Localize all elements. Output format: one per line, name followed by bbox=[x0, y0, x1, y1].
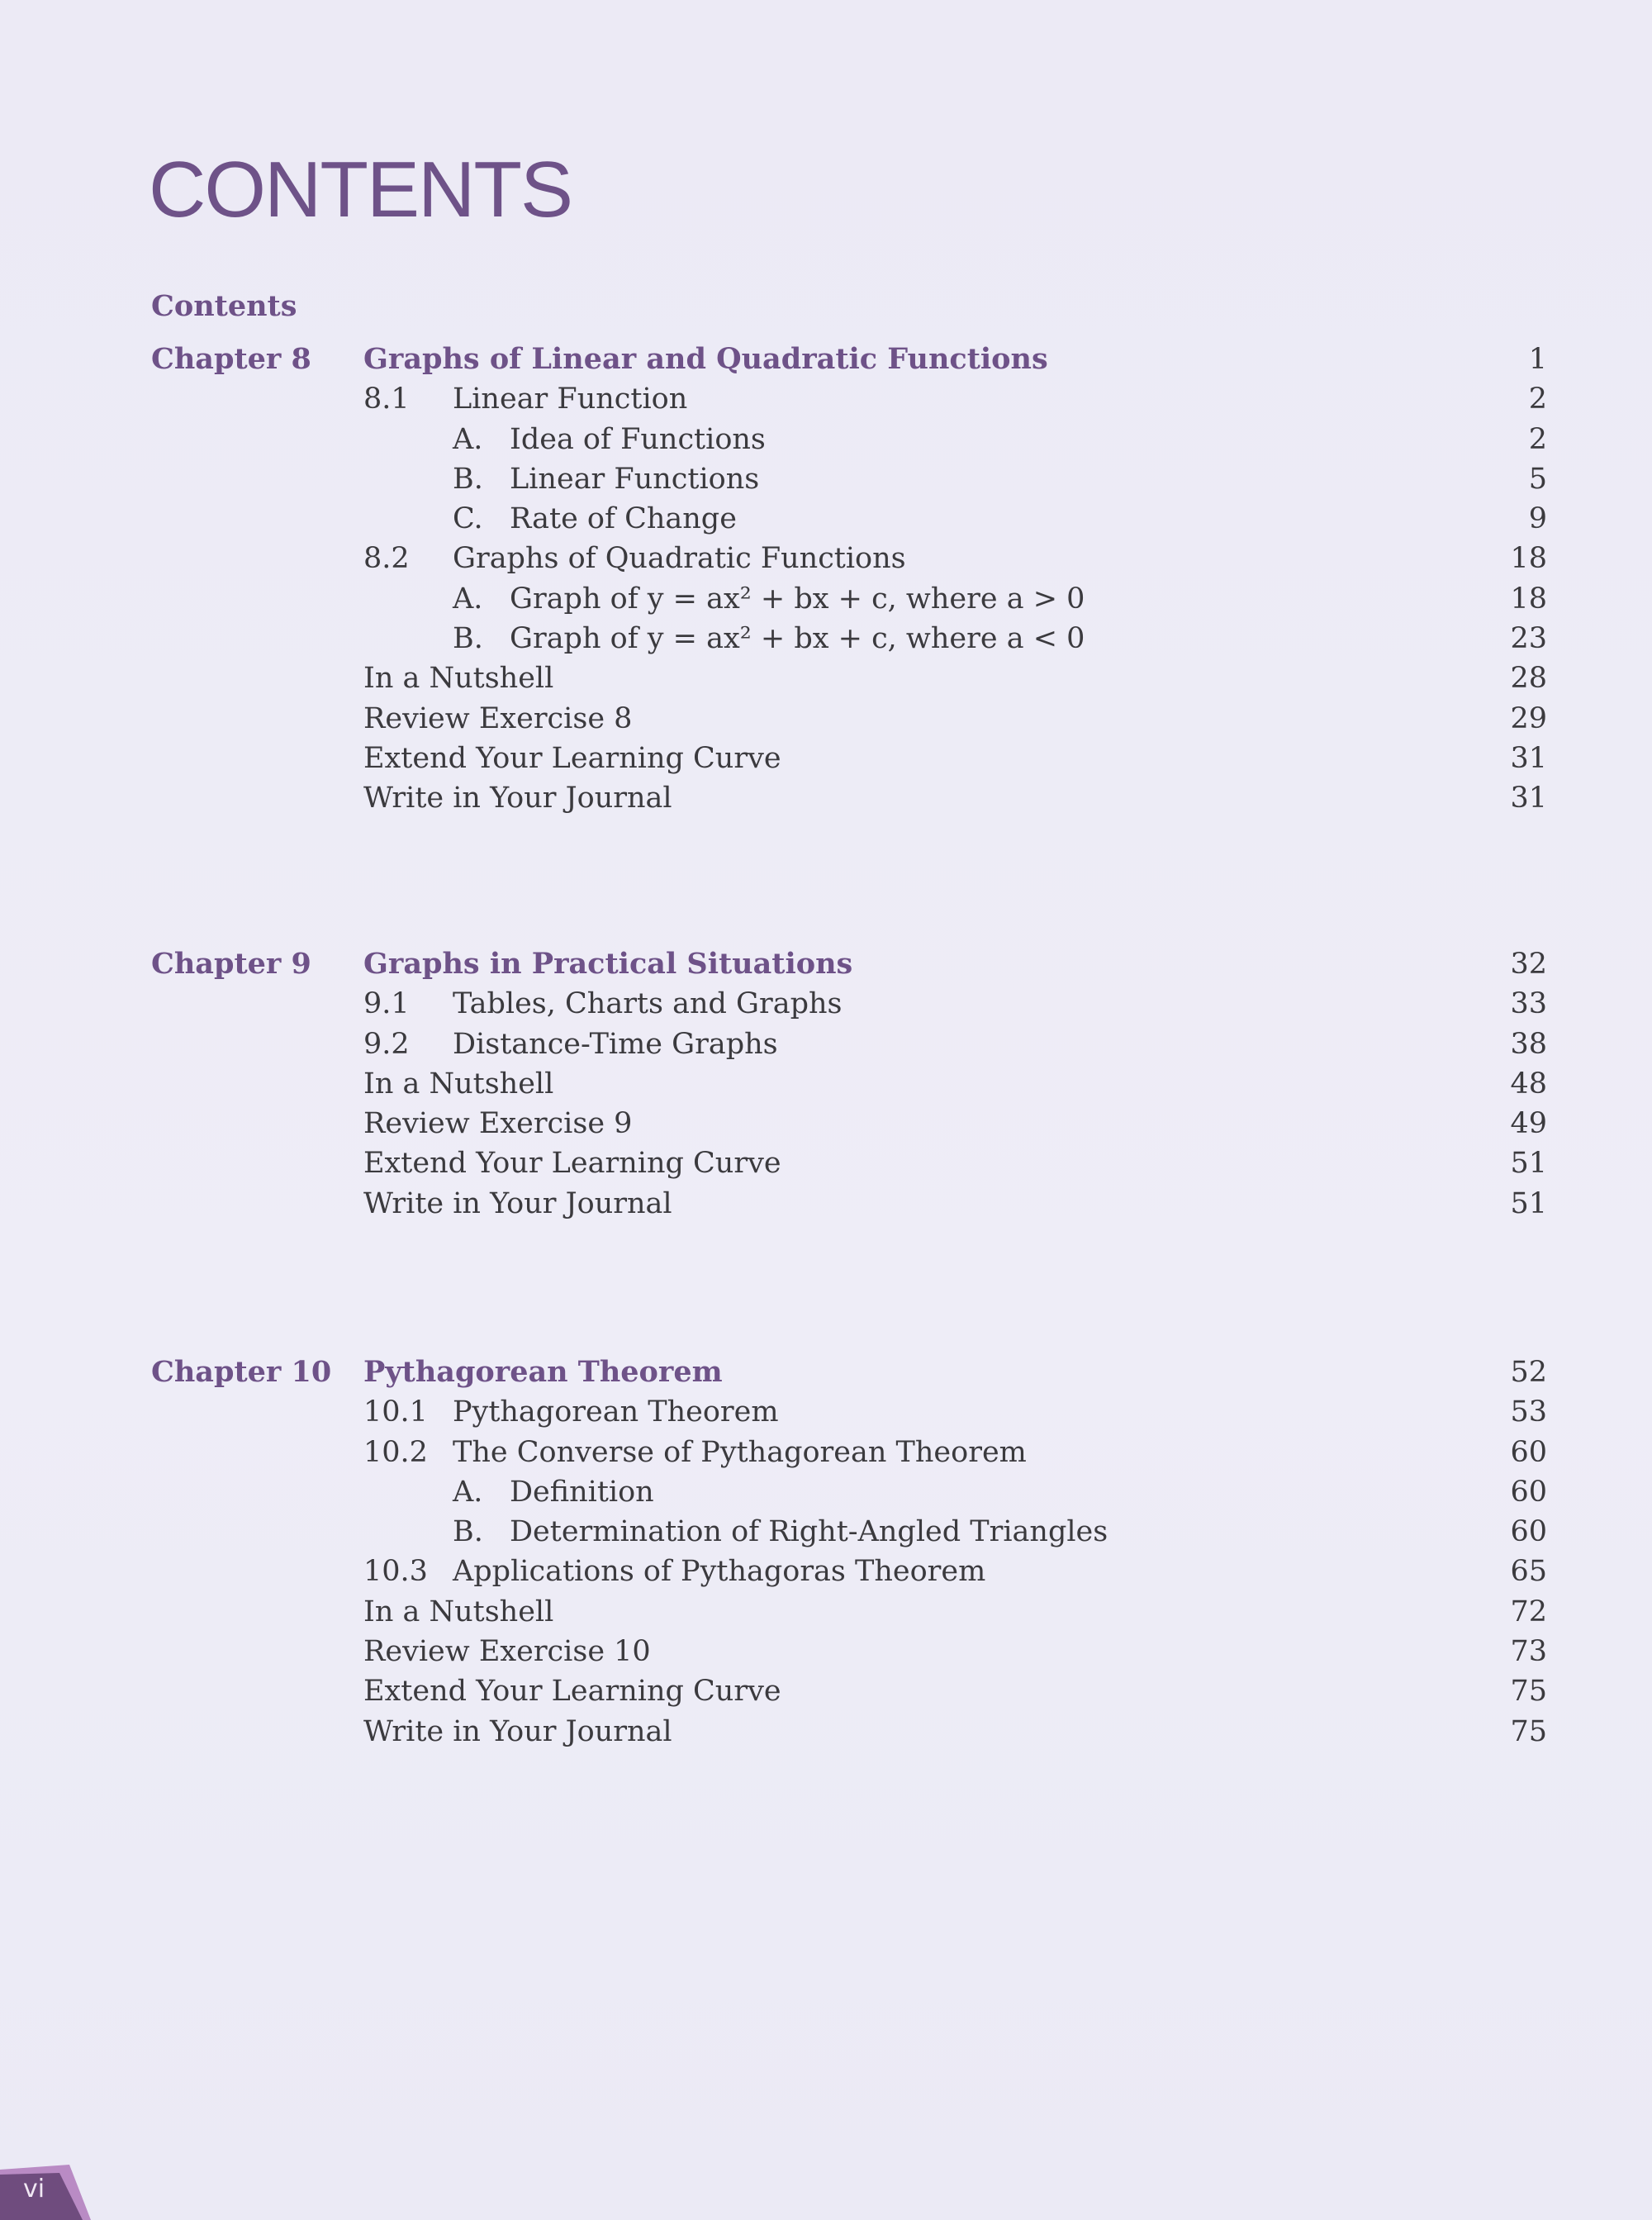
page-number-ref: 31 bbox=[1510, 741, 1547, 775]
page-number-ref: 32 bbox=[1510, 948, 1547, 981]
chapter-title: Graphs in Practical Situations bbox=[363, 947, 853, 981]
entry-title: Write in Your Journal bbox=[363, 782, 672, 815]
toc-entry-row[interactable] bbox=[0, 619, 1652, 658]
subsection-title: Rate of Change bbox=[510, 502, 737, 536]
page-number-ref: 31 bbox=[1510, 782, 1547, 815]
entry-title: Review Exercise 10 bbox=[363, 1635, 651, 1669]
chapter-title: Graphs of Linear and Quadratic Functions bbox=[363, 342, 1048, 376]
toc-chapter-row[interactable] bbox=[0, 340, 1652, 379]
chapter-label: Chapter 8 bbox=[151, 342, 311, 376]
section-title: Tables, Charts and Graphs bbox=[453, 987, 843, 1021]
entry-title: In a Nutshell bbox=[363, 662, 554, 696]
toc-entry-row[interactable] bbox=[0, 1472, 1652, 1512]
entry-title: Extend Your Learning Curve bbox=[363, 741, 781, 775]
section-number: 10.2 bbox=[363, 1435, 428, 1469]
section-number: 10.1 bbox=[363, 1395, 428, 1429]
page-number-ref: 60 bbox=[1510, 1515, 1547, 1549]
subsection-letter: B. bbox=[453, 1515, 483, 1549]
subsection-title: Graph of y = ax² + bx + c, where a > 0 bbox=[510, 582, 1085, 616]
toc-entry-row[interactable] bbox=[0, 1024, 1652, 1064]
toc-entry-row[interactable] bbox=[0, 1104, 1652, 1143]
page-number: vi bbox=[23, 2175, 45, 2203]
section-number: 8.1 bbox=[363, 383, 410, 416]
page-number-ref: 1 bbox=[1528, 343, 1547, 376]
page-number-ref: 23 bbox=[1510, 622, 1547, 656]
toc-entry-row[interactable] bbox=[0, 658, 1652, 698]
toc-chapter-row[interactable] bbox=[0, 1352, 1652, 1392]
toc-entry-row[interactable] bbox=[0, 539, 1652, 578]
entry-title: Review Exercise 8 bbox=[363, 701, 633, 735]
page-number-ref: 2 bbox=[1528, 422, 1547, 456]
toc-chapter-row[interactable] bbox=[0, 944, 1652, 984]
page-number-ref: 51 bbox=[1510, 1147, 1547, 1181]
subsection-letter: C. bbox=[453, 502, 483, 536]
page-number-ref: 49 bbox=[1510, 1107, 1547, 1141]
page-number-ref: 5 bbox=[1528, 462, 1547, 496]
section-number: 9.2 bbox=[363, 1027, 410, 1061]
toc-entry-row[interactable] bbox=[0, 1632, 1652, 1671]
toc-entry-row[interactable] bbox=[0, 379, 1652, 419]
page-number-ref: 2 bbox=[1528, 383, 1547, 416]
subsection-letter: A. bbox=[453, 582, 483, 616]
entry-title: Write in Your Journal bbox=[363, 1714, 672, 1748]
subsection-letter: A. bbox=[453, 422, 483, 456]
chapter-title: Pythagorean Theorem bbox=[363, 1355, 723, 1389]
entry-title: Review Exercise 9 bbox=[363, 1107, 633, 1141]
toc-entry-row[interactable] bbox=[0, 1392, 1652, 1432]
page-number-ref: 73 bbox=[1510, 1635, 1547, 1669]
toc-entry-row[interactable] bbox=[0, 579, 1652, 619]
subsection-title: Determination of Right-Angled Triangles bbox=[510, 1515, 1108, 1549]
section-title: Graphs of Quadratic Functions bbox=[453, 542, 906, 576]
toc-entry-row[interactable] bbox=[0, 459, 1652, 499]
section-title: The Converse of Pythagorean Theorem bbox=[453, 1435, 1027, 1469]
entry-title: In a Nutshell bbox=[363, 1595, 554, 1628]
page-number-ref: 65 bbox=[1510, 1555, 1547, 1589]
page-number-ref: 60 bbox=[1510, 1435, 1547, 1469]
section-title: Pythagorean Theorem bbox=[453, 1395, 779, 1429]
page-number-ref: 72 bbox=[1510, 1595, 1547, 1628]
section-number: 10.3 bbox=[363, 1555, 428, 1589]
toc-entry-row[interactable] bbox=[0, 1512, 1652, 1552]
page-number-ref: 75 bbox=[1510, 1675, 1547, 1709]
page-number-ref: 18 bbox=[1510, 582, 1547, 616]
entry-title: Extend Your Learning Curve bbox=[363, 1147, 781, 1181]
toc-entry-row[interactable] bbox=[0, 1592, 1652, 1632]
page-number-ref: 52 bbox=[1510, 1356, 1547, 1389]
toc-entry-row[interactable] bbox=[0, 1552, 1652, 1591]
page-number-ref: 9 bbox=[1528, 502, 1547, 536]
entry-title: In a Nutshell bbox=[363, 1067, 554, 1100]
page-number-ref: 29 bbox=[1510, 701, 1547, 735]
subsection-letter: B. bbox=[453, 462, 483, 496]
page-number-badge bbox=[0, 2165, 107, 2220]
page-number-ref: 75 bbox=[1510, 1714, 1547, 1748]
chapter-9-block bbox=[0, 944, 1652, 1224]
toc-entry-row[interactable] bbox=[0, 1143, 1652, 1183]
page-number-ref: 51 bbox=[1510, 1186, 1547, 1220]
toc-entry-row[interactable] bbox=[0, 1712, 1652, 1752]
section-number: 9.1 bbox=[363, 987, 410, 1021]
subsection-title: Linear Functions bbox=[510, 462, 760, 496]
section-number: 8.2 bbox=[363, 542, 410, 576]
page-number-ref: 33 bbox=[1510, 987, 1547, 1021]
page-number-ref: 60 bbox=[1510, 1475, 1547, 1509]
page-number-ref: 18 bbox=[1510, 542, 1547, 576]
page-number-ref: 28 bbox=[1510, 662, 1547, 696]
subsection-title: Graph of y = ax² + bx + c, where a < 0 bbox=[510, 622, 1085, 656]
entry-title: Write in Your Journal bbox=[363, 1186, 672, 1220]
contents-label: Contents bbox=[151, 289, 297, 323]
toc-entry-row[interactable] bbox=[0, 778, 1652, 818]
section-title: Linear Function bbox=[453, 383, 688, 416]
page-title: CONTENTS bbox=[149, 145, 572, 234]
entry-title: Extend Your Learning Curve bbox=[363, 1675, 781, 1709]
chapter-label: Chapter 10 bbox=[151, 1355, 332, 1389]
chapter-8-block bbox=[0, 340, 1652, 819]
toc-entry-row[interactable] bbox=[0, 1184, 1652, 1224]
section-title: Applications of Pythagoras Theorem bbox=[453, 1555, 986, 1589]
toc-entry-row[interactable] bbox=[0, 1064, 1652, 1104]
subsection-title: Idea of Functions bbox=[510, 422, 766, 456]
page-number-ref: 48 bbox=[1510, 1067, 1547, 1100]
chapter-label: Chapter 9 bbox=[151, 947, 311, 981]
chapter-10-block bbox=[0, 1352, 1652, 1752]
subsection-letter: A. bbox=[453, 1475, 483, 1509]
toc-entry-row[interactable] bbox=[0, 1671, 1652, 1711]
toc-entry-row[interactable] bbox=[0, 739, 1652, 778]
page-number-ref: 38 bbox=[1510, 1027, 1547, 1061]
toc-entry-row[interactable] bbox=[0, 420, 1652, 459]
toc-entry-row[interactable] bbox=[0, 699, 1652, 739]
toc-entry-row[interactable] bbox=[0, 499, 1652, 539]
section-title: Distance-Time Graphs bbox=[453, 1027, 778, 1061]
toc-entry-row[interactable] bbox=[0, 984, 1652, 1024]
page-number-ref: 53 bbox=[1510, 1395, 1547, 1429]
subsection-title: Definition bbox=[510, 1475, 654, 1509]
subsection-letter: B. bbox=[453, 622, 483, 656]
toc-entry-row[interactable] bbox=[0, 1433, 1652, 1472]
